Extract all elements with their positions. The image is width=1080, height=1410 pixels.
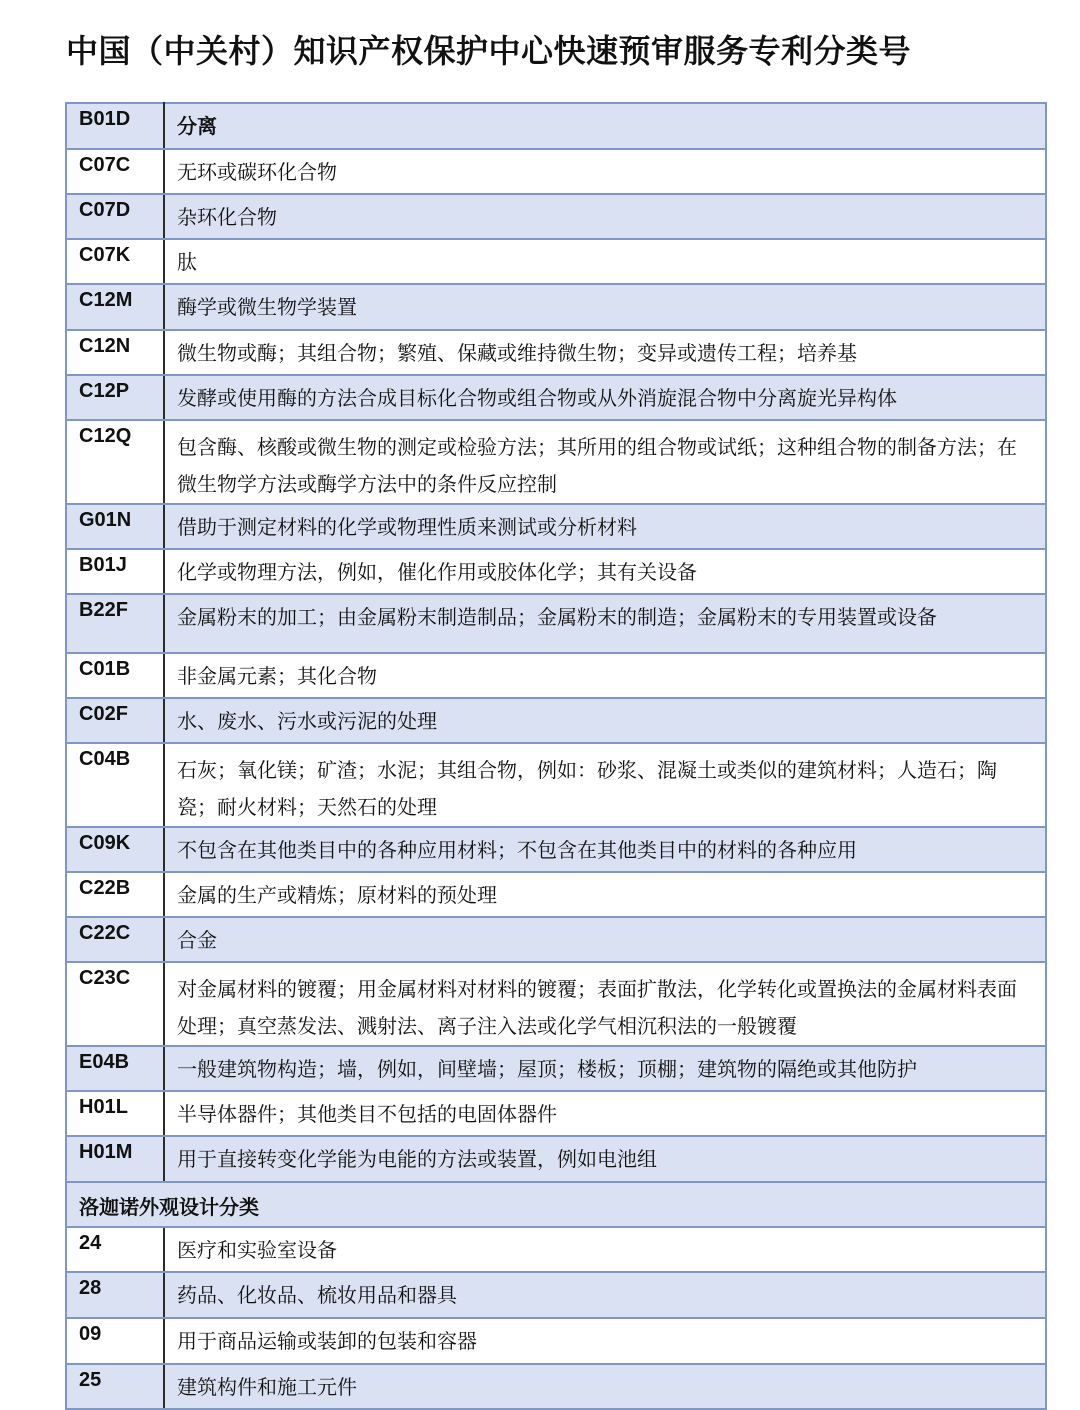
class-description: 对金属材料的镀覆；用金属材料对材料的镀覆；表面扩散法，化学转化或置换法的金属材料表面处理；真空蒸发法、溅射法、离子注入法或化学气相沉积法的一般镀覆: [164, 962, 1046, 1046]
patent-class-row: [66, 149, 1046, 194]
patent-class-row: [66, 103, 1046, 149]
patent-class-row: [66, 194, 1046, 239]
patent-class-row: [66, 420, 1046, 504]
patent-class-row: [66, 549, 1046, 594]
class-description: 化学或物理方法，例如，催化作用或胶体化学；其有关设备: [164, 549, 1046, 594]
class-code: C07K: [66, 239, 164, 284]
class-description: 酶学或微生物学装置: [164, 284, 1046, 330]
patent-class-row: [66, 962, 1046, 1046]
class-description: 发酵或使用酶的方法合成目标化合物或组合物或从外消旋混合物中分离旋光异构体: [164, 375, 1046, 420]
class-description: 非金属元素；其化合物: [164, 653, 1046, 698]
class-code: H01L: [66, 1091, 164, 1136]
page-title: 中国（中关村）知识产权保护中心快速预审服务专利分类号: [66, 32, 912, 70]
class-code: C07C: [66, 149, 164, 194]
class-code: C12M: [66, 284, 164, 330]
class-description: 合金: [164, 917, 1046, 962]
class-description: 金属粉末的加工；由金属粉末制造制品；金属粉末的制造；金属粉末的专用装置或设备: [164, 594, 1046, 653]
class-code: B01J: [66, 549, 164, 594]
patent-class-row: [66, 1046, 1046, 1091]
class-code: E04B: [66, 1046, 164, 1091]
section-heading: 洛迦诺外观设计分类: [66, 1182, 1046, 1227]
class-code: C12N: [66, 330, 164, 375]
design-class-row: [66, 1364, 1046, 1409]
patent-class-row: [66, 375, 1046, 420]
design-class-row: [66, 1272, 1046, 1318]
class-description: 医疗和实验室设备: [164, 1227, 1046, 1272]
class-description: 建筑构件和施工元件: [164, 1364, 1046, 1409]
class-code: C12Q: [66, 420, 164, 504]
class-code: 28: [66, 1272, 164, 1318]
patent-class-row: [66, 594, 1046, 653]
class-code: C22B: [66, 872, 164, 917]
class-code: C22C: [66, 917, 164, 962]
class-code: C12P: [66, 375, 164, 420]
patent-class-row: [66, 330, 1046, 375]
class-code: C04B: [66, 743, 164, 827]
class-code: B01D: [66, 103, 164, 149]
patent-class-row: [66, 1136, 1046, 1182]
patent-class-row: [66, 504, 1046, 549]
class-description: 一般建筑物构造；墙，例如，间壁墙；屋顶；楼板；顶棚；建筑物的隔绝或其他防护: [164, 1046, 1046, 1091]
class-code: 25: [66, 1364, 164, 1409]
class-code: 09: [66, 1318, 164, 1364]
class-description: 药品、化妆品、梳妆用品和器具: [164, 1272, 1046, 1318]
class-code: C23C: [66, 962, 164, 1046]
class-description: 半导体器件；其他类目不包括的电固体器件: [164, 1091, 1046, 1136]
patent-class-row: [66, 698, 1046, 743]
class-description: 肽: [164, 239, 1046, 284]
patent-class-row: [66, 653, 1046, 698]
patent-class-row: [66, 284, 1046, 330]
classification-table: [65, 102, 1047, 1410]
class-description: 用于直接转变化学能为电能的方法或装置，例如电池组: [164, 1136, 1046, 1182]
class-description: 石灰；氧化镁；矿渣；水泥；其组合物，例如：砂浆、混凝土或类似的建筑材料；人造石；陶瓷；耐火材料；天然石的处理: [164, 743, 1046, 827]
design-class-row: [66, 1318, 1046, 1364]
class-description: 金属的生产或精炼；原材料的预处理: [164, 872, 1046, 917]
patent-class-row: [66, 827, 1046, 872]
class-code: H01M: [66, 1136, 164, 1182]
section-heading-row: [66, 1182, 1046, 1227]
class-code: C02F: [66, 698, 164, 743]
patent-class-row: [66, 1091, 1046, 1136]
class-description: 用于商品运输或装卸的包装和容器: [164, 1318, 1046, 1364]
design-class-row: [66, 1227, 1046, 1272]
class-description: 不包含在其他类目中的各种应用材料；不包含在其他类目中的材料的各种应用: [164, 827, 1046, 872]
class-code: 24: [66, 1227, 164, 1272]
class-code: B22F: [66, 594, 164, 653]
patent-class-row: [66, 743, 1046, 827]
class-description: 借助于测定材料的化学或物理性质来测试或分析材料: [164, 504, 1046, 549]
patent-class-row: [66, 239, 1046, 284]
class-code: C07D: [66, 194, 164, 239]
class-code: C01B: [66, 653, 164, 698]
class-description: 杂环化合物: [164, 194, 1046, 239]
patent-class-row: [66, 917, 1046, 962]
class-description: 分离: [164, 103, 1046, 149]
patent-class-row: [66, 872, 1046, 917]
class-code: C09K: [66, 827, 164, 872]
class-description: 包含酶、核酸或微生物的测定或检验方法；其所用的组合物或试纸；这种组合物的制备方法；在微生物学方法或酶学方法中的条件反应控制: [164, 420, 1046, 504]
class-description: 微生物或酶；其组合物；繁殖、保藏或维持微生物；变异或遗传工程；培养基: [164, 330, 1046, 375]
class-code: G01N: [66, 504, 164, 549]
class-description: 水、废水、污水或污泥的处理: [164, 698, 1046, 743]
class-description: 无环或碳环化合物: [164, 149, 1046, 194]
